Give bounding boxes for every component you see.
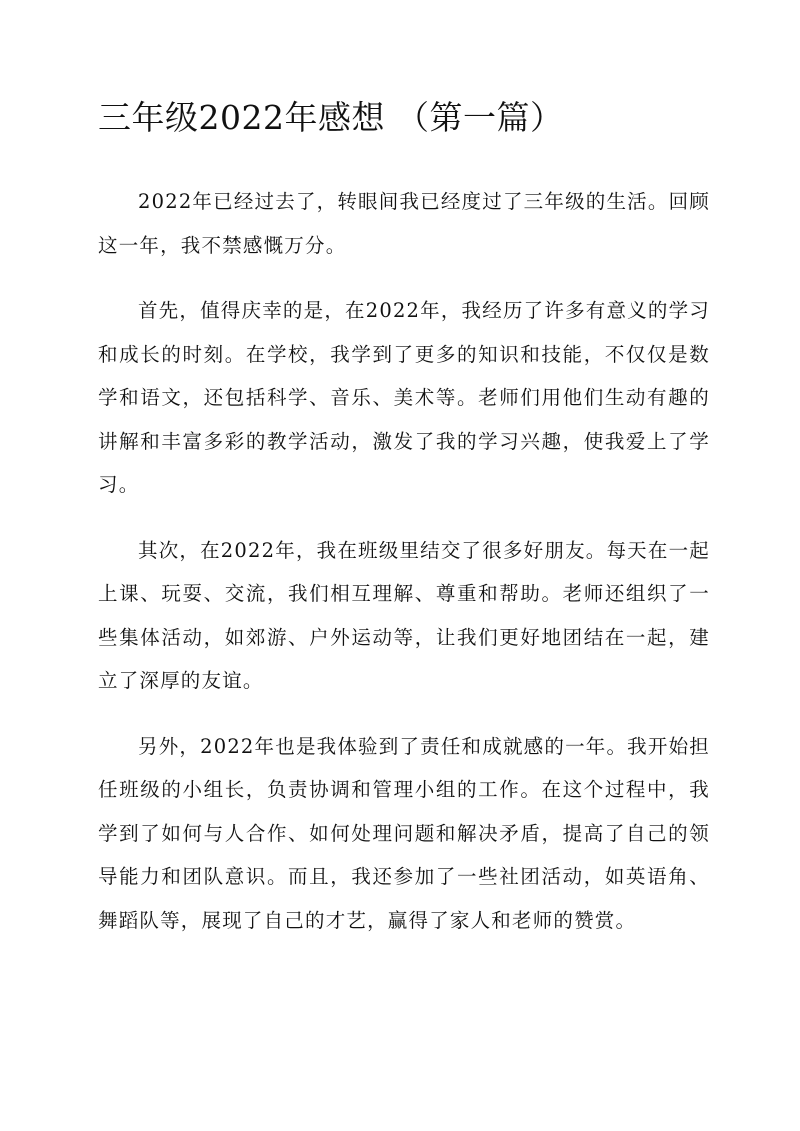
document-title: 三年级2022年感想 （第一篇）: [98, 98, 564, 137]
paragraph-responsibility: 另外，2022年也是我体验到了责任和成就感的一年。我开始担任班级的小组长，负责协调和管理小组的工作。在这个过程中，我学到了如何与人合作、如何处理问题和解决矛盾，提高了自己的领导能力和团队意识。而且，我还参加了一些社团活动，如英语角、舞蹈队等，展现了自己的才艺，赢得了家人和老师的赞赏。: [98, 734, 710, 932]
paragraph-friendship: 其次，在2022年，我在班级里结交了很多好朋友。每天在一起上课、玩耍、交流，我们相互理解、尊重和帮助。老师还组织了一些集体活动，如郊游、户外运动等，让我们更好地团结在一起，建立了深厚的友谊。: [98, 538, 710, 692]
paragraph-learning: 首先，值得庆幸的是，在2022年，我经历了许多有意义的学习和成长的时刻。在学校，我学到了更多的知识和技能，不仅仅是数学和语文，还包括科学、音乐、美术等。老师们用他们生动有趣的讲解和丰富多彩的教学活动，激发了我的学习兴趣，使我爱上了学习。: [98, 299, 710, 496]
paragraph-intro: 2022年已经过去了，转眼间我已经度过了三年级的生活。回顾这一年，我不禁感慨万分。: [98, 190, 710, 257]
document-body: [98, 180, 710, 964]
